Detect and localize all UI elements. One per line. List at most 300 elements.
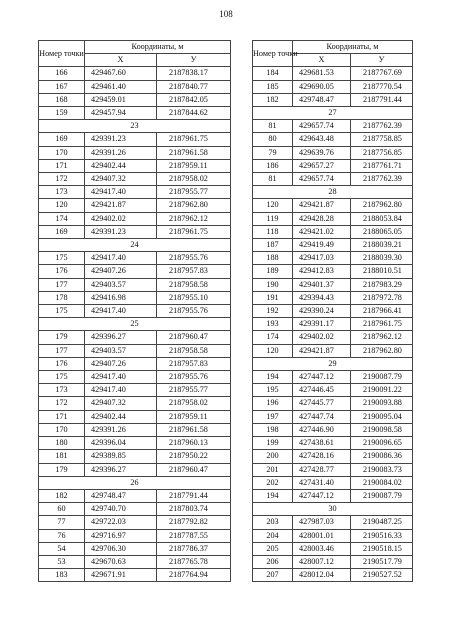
- y-coordinate-cell: 2187962.80: [351, 199, 413, 212]
- y-coordinate-cell: 2190487.25: [351, 516, 413, 529]
- x-header: X: [85, 54, 157, 67]
- x-coordinate-cell: 429740.70: [85, 503, 157, 516]
- x-coordinate-cell: 428012.04: [293, 569, 351, 582]
- y-coordinate-cell: 2187957.83: [157, 265, 231, 278]
- point-number-cell: 171: [39, 410, 85, 423]
- table-row: [39, 489, 231, 502]
- x-coordinate-cell: 429416.98: [85, 291, 157, 304]
- x-header: X: [293, 54, 351, 67]
- y-coordinate-cell: 2187756.85: [351, 146, 413, 159]
- point-number-cell: 206: [253, 555, 293, 568]
- table-row: [253, 437, 413, 450]
- table-row: [39, 423, 231, 436]
- y-coordinate-cell: 2187962.80: [351, 344, 413, 357]
- x-coordinate-cell: 429419.49: [293, 239, 351, 252]
- y-coordinate-cell: 2187950.22: [157, 450, 231, 463]
- point-number-cell: 193: [253, 318, 293, 331]
- table-row: [253, 410, 413, 423]
- x-coordinate-cell: 427428.77: [293, 463, 351, 476]
- y-coordinate-cell: 2187960.47: [157, 463, 231, 476]
- y-coordinate-cell: 2190087.79: [351, 489, 413, 502]
- table-row: [39, 133, 231, 146]
- point-number-cell: 60: [39, 503, 85, 516]
- table-row: [39, 107, 231, 120]
- x-coordinate-cell: 429412.83: [293, 265, 351, 278]
- y-coordinate-cell: 2190084.02: [351, 476, 413, 489]
- y-coordinate-cell: 2187958.02: [157, 173, 231, 186]
- table-row: [253, 555, 413, 568]
- y-coordinate-cell: 2190083.73: [351, 463, 413, 476]
- y-coordinate-cell: 2187966.41: [351, 305, 413, 318]
- y-coordinate-cell: 2187840.77: [157, 80, 231, 93]
- page-number: 108: [219, 9, 233, 19]
- y-coordinate-cell: 2187962.12: [157, 212, 231, 225]
- y-coordinate-cell: 2187957.83: [157, 357, 231, 370]
- y-coordinate-cell: 2187955.77: [157, 186, 231, 199]
- y-coordinate-cell: 2188010.51: [351, 265, 413, 278]
- x-coordinate-cell: 427428.16: [293, 450, 351, 463]
- group-header-row: [253, 186, 413, 199]
- point-number-cell: 174: [253, 331, 293, 344]
- table-row: [39, 542, 231, 555]
- x-coordinate-cell: 429681.53: [293, 67, 351, 80]
- point-number-cell: 173: [39, 186, 85, 199]
- point-number-header: Номер точки: [39, 41, 85, 67]
- x-coordinate-cell: 429716.97: [85, 529, 157, 542]
- table-row: [39, 265, 231, 278]
- y-coordinate-cell: 2187758.85: [351, 133, 413, 146]
- y-coordinate-cell: 2190527.52: [351, 569, 413, 582]
- x-coordinate-cell: 429402.44: [85, 159, 157, 172]
- table-row: [253, 173, 413, 186]
- point-number-cell: 180: [39, 437, 85, 450]
- x-coordinate-cell: 427447.74: [293, 410, 351, 423]
- table-row: [253, 384, 413, 397]
- point-number-cell: 177: [39, 344, 85, 357]
- y-coordinate-cell: 2187786.37: [157, 542, 231, 555]
- table-row: [39, 291, 231, 304]
- point-number-cell: 77: [39, 516, 85, 529]
- group-number: 30: [253, 503, 413, 516]
- point-number-cell: 204: [253, 529, 293, 542]
- y-coordinate-cell: 2187972.78: [351, 291, 413, 304]
- x-coordinate-cell: 429391.26: [85, 146, 157, 159]
- x-coordinate-cell: 427438.61: [293, 437, 351, 450]
- point-number-header: Номер точки: [253, 41, 293, 67]
- point-number-cell: 119: [253, 212, 293, 225]
- x-coordinate-cell: 429394.43: [293, 291, 351, 304]
- y-coordinate-cell: 2187958.02: [157, 397, 231, 410]
- x-coordinate-cell: 429417.40: [85, 371, 157, 384]
- point-number-cell: 175: [39, 371, 85, 384]
- point-number-cell: 76: [39, 529, 85, 542]
- table-row: [39, 252, 231, 265]
- point-number-cell: 169: [39, 133, 85, 146]
- table-row: [39, 463, 231, 476]
- x-coordinate-cell: 429459.01: [85, 93, 157, 106]
- y-coordinate-cell: 2187983.29: [351, 278, 413, 291]
- table-row: [253, 371, 413, 384]
- x-coordinate-cell: 429401.37: [293, 278, 351, 291]
- point-number-cell: 194: [253, 489, 293, 502]
- y-coordinate-cell: 2187838.17: [157, 67, 231, 80]
- table-header: [39, 41, 231, 54]
- group-number: 27: [253, 107, 413, 120]
- table-row: [253, 542, 413, 555]
- y-coordinate-cell: 2187770.54: [351, 80, 413, 93]
- group-number: 28: [253, 186, 413, 199]
- table-row: [39, 80, 231, 93]
- x-coordinate-cell: 428003.46: [293, 542, 351, 555]
- table-row: [253, 133, 413, 146]
- x-coordinate-cell: 429428.28: [293, 212, 351, 225]
- point-number-cell: 173: [39, 384, 85, 397]
- y-coordinate-cell: 2187955.76: [157, 305, 231, 318]
- point-number-cell: 192: [253, 305, 293, 318]
- x-coordinate-cell: 429748.47: [293, 93, 351, 106]
- x-coordinate-cell: 428001.01: [293, 529, 351, 542]
- table-row: [39, 397, 231, 410]
- group-header-row: [39, 239, 231, 252]
- x-coordinate-cell: 429391.26: [85, 423, 157, 436]
- table-row: [39, 278, 231, 291]
- table-row: [39, 67, 231, 80]
- y-header: У: [351, 54, 413, 67]
- y-coordinate-cell: 2187961.75: [351, 318, 413, 331]
- y-coordinate-cell: 2187961.58: [157, 423, 231, 436]
- x-coordinate-cell: 429396.27: [85, 463, 157, 476]
- point-number-cell: 176: [39, 265, 85, 278]
- table-row: [253, 146, 413, 159]
- point-number-cell: 118: [253, 225, 293, 238]
- x-coordinate-cell: 429657.74: [293, 173, 351, 186]
- point-number-cell: 170: [39, 146, 85, 159]
- x-coordinate-cell: 429407.26: [85, 265, 157, 278]
- y-coordinate-cell: 2187959.11: [157, 159, 231, 172]
- y-coordinate-cell: 2188039.21: [351, 239, 413, 252]
- point-number-cell: 190: [253, 278, 293, 291]
- group-number: 29: [253, 357, 413, 370]
- table-row: [253, 80, 413, 93]
- y-coordinate-cell: 2190086.36: [351, 450, 413, 463]
- table-row: [253, 159, 413, 172]
- point-number-cell: 175: [39, 305, 85, 318]
- table-row: [253, 120, 413, 133]
- y-coordinate-cell: 2187787.55: [157, 529, 231, 542]
- table-row: [253, 67, 413, 80]
- x-coordinate-cell: 429391.23: [85, 225, 157, 238]
- table-row: [253, 476, 413, 489]
- x-coordinate-cell: 427447.12: [293, 371, 351, 384]
- y-coordinate-cell: 2190087.79: [351, 371, 413, 384]
- y-header: У: [157, 54, 231, 67]
- x-coordinate-cell: 429402.02: [293, 331, 351, 344]
- point-number-cell: 195: [253, 384, 293, 397]
- y-coordinate-cell: 2187962.80: [157, 199, 231, 212]
- y-coordinate-cell: 2187765.78: [157, 555, 231, 568]
- x-coordinate-cell: 429390.24: [293, 305, 351, 318]
- table-row: [39, 516, 231, 529]
- point-number-cell: 169: [39, 225, 85, 238]
- y-coordinate-cell: 2187958.58: [157, 278, 231, 291]
- y-coordinate-cell: 2187762.39: [351, 120, 413, 133]
- x-coordinate-cell: 429467.60: [85, 67, 157, 80]
- point-number-cell: 188: [253, 252, 293, 265]
- point-number-cell: 186: [253, 159, 293, 172]
- table-row: [253, 305, 413, 318]
- y-coordinate-cell: 2187958.58: [157, 344, 231, 357]
- y-coordinate-cell: 2187803.74: [157, 503, 231, 516]
- y-coordinate-cell: 2190098.58: [351, 423, 413, 436]
- point-number-cell: 54: [39, 542, 85, 555]
- table-row: [253, 489, 413, 502]
- point-number-cell: 203: [253, 516, 293, 529]
- table-row: [39, 529, 231, 542]
- y-coordinate-cell: 2187955.10: [157, 291, 231, 304]
- point-number-cell: 189: [253, 265, 293, 278]
- table-row: [253, 529, 413, 542]
- table-row: [39, 410, 231, 423]
- group-header-row: [253, 503, 413, 516]
- table-row: [39, 357, 231, 370]
- table-row: [253, 397, 413, 410]
- y-coordinate-cell: 2187761.71: [351, 159, 413, 172]
- y-coordinate-cell: 2187762.39: [351, 173, 413, 186]
- x-coordinate-cell: 429722.03: [85, 516, 157, 529]
- point-number-cell: 198: [253, 423, 293, 436]
- table-row: [253, 93, 413, 106]
- y-coordinate-cell: 2187962.12: [351, 331, 413, 344]
- table-row: [39, 225, 231, 238]
- y-coordinate-cell: 2190096.65: [351, 437, 413, 450]
- table-row: [253, 252, 413, 265]
- table-row: [39, 331, 231, 344]
- point-number-cell: 175: [39, 252, 85, 265]
- y-coordinate-cell: 2187791.44: [351, 93, 413, 106]
- y-coordinate-cell: 2187767.69: [351, 67, 413, 80]
- table-row: [39, 199, 231, 212]
- x-coordinate-cell: 429421.87: [293, 199, 351, 212]
- table-row: [39, 437, 231, 450]
- x-coordinate-cell: 427446.90: [293, 423, 351, 436]
- x-coordinate-cell: 429748.47: [85, 489, 157, 502]
- point-number-cell: 197: [253, 410, 293, 423]
- table-row: [253, 463, 413, 476]
- x-coordinate-cell: 429657.27: [293, 159, 351, 172]
- group-number: 23: [39, 120, 231, 133]
- point-number-cell: 182: [39, 489, 85, 502]
- point-number-cell: 172: [39, 397, 85, 410]
- table-row: [253, 344, 413, 357]
- table-row: [253, 569, 413, 582]
- point-number-cell: 182: [253, 93, 293, 106]
- point-number-cell: 176: [39, 357, 85, 370]
- point-number-cell: 120: [253, 344, 293, 357]
- table-row: [253, 212, 413, 225]
- group-header-row: [253, 357, 413, 370]
- x-coordinate-cell: 429421.02: [293, 225, 351, 238]
- table-row: [39, 146, 231, 159]
- point-number-cell: 120: [39, 199, 85, 212]
- table-row: [39, 344, 231, 357]
- x-coordinate-cell: 429421.87: [85, 199, 157, 212]
- point-number-cell: 201: [253, 463, 293, 476]
- x-coordinate-cell: 429421.87: [293, 344, 351, 357]
- point-number-cell: 171: [39, 159, 85, 172]
- coordinates-table-left: [38, 40, 231, 582]
- table-row: [253, 516, 413, 529]
- x-coordinate-cell: 429391.23: [85, 133, 157, 146]
- x-coordinate-cell: 429407.32: [85, 173, 157, 186]
- y-coordinate-cell: 2187955.77: [157, 384, 231, 397]
- x-coordinate-cell: 429402.44: [85, 410, 157, 423]
- table-row: [39, 93, 231, 106]
- point-number-cell: 181: [39, 450, 85, 463]
- y-coordinate-cell: 2187955.76: [157, 252, 231, 265]
- x-coordinate-cell: 427431.40: [293, 476, 351, 489]
- point-number-cell: 79: [253, 146, 293, 159]
- table-row: [39, 305, 231, 318]
- table-header: [253, 41, 413, 54]
- table-row: [253, 265, 413, 278]
- group-number: 26: [39, 476, 231, 489]
- y-coordinate-cell: 2190093.88: [351, 397, 413, 410]
- point-number-cell: 179: [39, 331, 85, 344]
- y-coordinate-cell: 2187961.75: [157, 225, 231, 238]
- x-coordinate-cell: 429690.05: [293, 80, 351, 93]
- table-row: [253, 278, 413, 291]
- y-coordinate-cell: 2188053.84: [351, 212, 413, 225]
- y-coordinate-cell: 2187844.62: [157, 107, 231, 120]
- x-coordinate-cell: 429407.32: [85, 397, 157, 410]
- table-row: [39, 159, 231, 172]
- y-coordinate-cell: 2187959.11: [157, 410, 231, 423]
- table-row: [39, 569, 231, 582]
- coordinates-table-right: [252, 40, 413, 582]
- y-coordinate-cell: 2190517.79: [351, 555, 413, 568]
- point-number-cell: 187: [253, 239, 293, 252]
- point-number-cell: 183: [39, 569, 85, 582]
- point-number-cell: 207: [253, 569, 293, 582]
- point-number-cell: 178: [39, 291, 85, 304]
- y-coordinate-cell: 2188065.05: [351, 225, 413, 238]
- x-coordinate-cell: 429396.27: [85, 331, 157, 344]
- x-coordinate-cell: 429417.40: [85, 384, 157, 397]
- y-coordinate-cell: 2187764.94: [157, 569, 231, 582]
- point-number-cell: 174: [39, 212, 85, 225]
- table-row: [253, 331, 413, 344]
- point-number-cell: 168: [39, 93, 85, 106]
- x-coordinate-cell: 429639.76: [293, 146, 351, 159]
- x-coordinate-cell: 427987.03: [293, 516, 351, 529]
- y-coordinate-cell: 2188039.30: [351, 252, 413, 265]
- table-row: [253, 225, 413, 238]
- table-row: [39, 450, 231, 463]
- x-coordinate-cell: 429407.26: [85, 357, 157, 370]
- table-row: [39, 555, 231, 568]
- point-number-cell: 205: [253, 542, 293, 555]
- point-number-cell: 194: [253, 371, 293, 384]
- table-row: [39, 503, 231, 516]
- point-number-cell: 81: [253, 120, 293, 133]
- x-coordinate-cell: 429391.17: [293, 318, 351, 331]
- x-coordinate-cell: 429706.30: [85, 542, 157, 555]
- group-header-row: [253, 107, 413, 120]
- x-coordinate-cell: 427447.12: [293, 489, 351, 502]
- table-row: [39, 384, 231, 397]
- table-row: [39, 212, 231, 225]
- y-coordinate-cell: 2187792.82: [157, 516, 231, 529]
- point-number-cell: 81: [253, 173, 293, 186]
- group-number: 25: [39, 318, 231, 331]
- y-coordinate-cell: 2187791.44: [157, 489, 231, 502]
- table-row: [253, 239, 413, 252]
- table-row: [39, 186, 231, 199]
- y-coordinate-cell: 2187960.13: [157, 437, 231, 450]
- x-coordinate-cell: 429396.04: [85, 437, 157, 450]
- point-number-cell: 166: [39, 67, 85, 80]
- group-number: 24: [39, 239, 231, 252]
- point-number-cell: 53: [39, 555, 85, 568]
- x-coordinate-cell: 429402.02: [85, 212, 157, 225]
- point-number-cell: 167: [39, 80, 85, 93]
- point-number-cell: 170: [39, 423, 85, 436]
- table-row: [253, 199, 413, 212]
- coordinates-header: Координаты, м: [293, 41, 413, 54]
- point-number-cell: 196: [253, 397, 293, 410]
- y-coordinate-cell: 2187955.76: [157, 371, 231, 384]
- x-coordinate-cell: 429461.40: [85, 80, 157, 93]
- group-header-row: [39, 120, 231, 133]
- x-coordinate-cell: 429670.63: [85, 555, 157, 568]
- x-coordinate-cell: 429457.94: [85, 107, 157, 120]
- y-coordinate-cell: 2187842.05: [157, 93, 231, 106]
- x-coordinate-cell: 429417.40: [85, 305, 157, 318]
- y-coordinate-cell: 2187961.58: [157, 146, 231, 159]
- point-number-cell: 172: [39, 173, 85, 186]
- point-number-cell: 184: [253, 67, 293, 80]
- point-number-cell: 159: [39, 107, 85, 120]
- coordinates-header: Координаты, м: [85, 41, 231, 54]
- y-coordinate-cell: 2190518.15: [351, 542, 413, 555]
- point-number-cell: 80: [253, 133, 293, 146]
- x-coordinate-cell: 429671.91: [85, 569, 157, 582]
- group-header-row: [39, 476, 231, 489]
- x-coordinate-cell: 427445.77: [293, 397, 351, 410]
- point-number-cell: 202: [253, 476, 293, 489]
- x-coordinate-cell: 429417.40: [85, 252, 157, 265]
- x-coordinate-cell: 429417.03: [293, 252, 351, 265]
- y-coordinate-cell: 2187961.75: [157, 133, 231, 146]
- point-number-cell: 179: [39, 463, 85, 476]
- y-coordinate-cell: 2187960.47: [157, 331, 231, 344]
- table-row: [253, 423, 413, 436]
- table-row: [253, 318, 413, 331]
- point-number-cell: 199: [253, 437, 293, 450]
- x-coordinate-cell: 427446.45: [293, 384, 351, 397]
- group-header-row: [39, 318, 231, 331]
- y-coordinate-cell: 2190091.22: [351, 384, 413, 397]
- y-coordinate-cell: 2190095.04: [351, 410, 413, 423]
- x-coordinate-cell: 429403.57: [85, 344, 157, 357]
- x-coordinate-cell: 428007.12: [293, 555, 351, 568]
- table-row: [39, 371, 231, 384]
- table-row: [253, 450, 413, 463]
- x-coordinate-cell: 429643.48: [293, 133, 351, 146]
- point-number-cell: 200: [253, 450, 293, 463]
- y-coordinate-cell: 2190516.33: [351, 529, 413, 542]
- x-coordinate-cell: 429417.40: [85, 186, 157, 199]
